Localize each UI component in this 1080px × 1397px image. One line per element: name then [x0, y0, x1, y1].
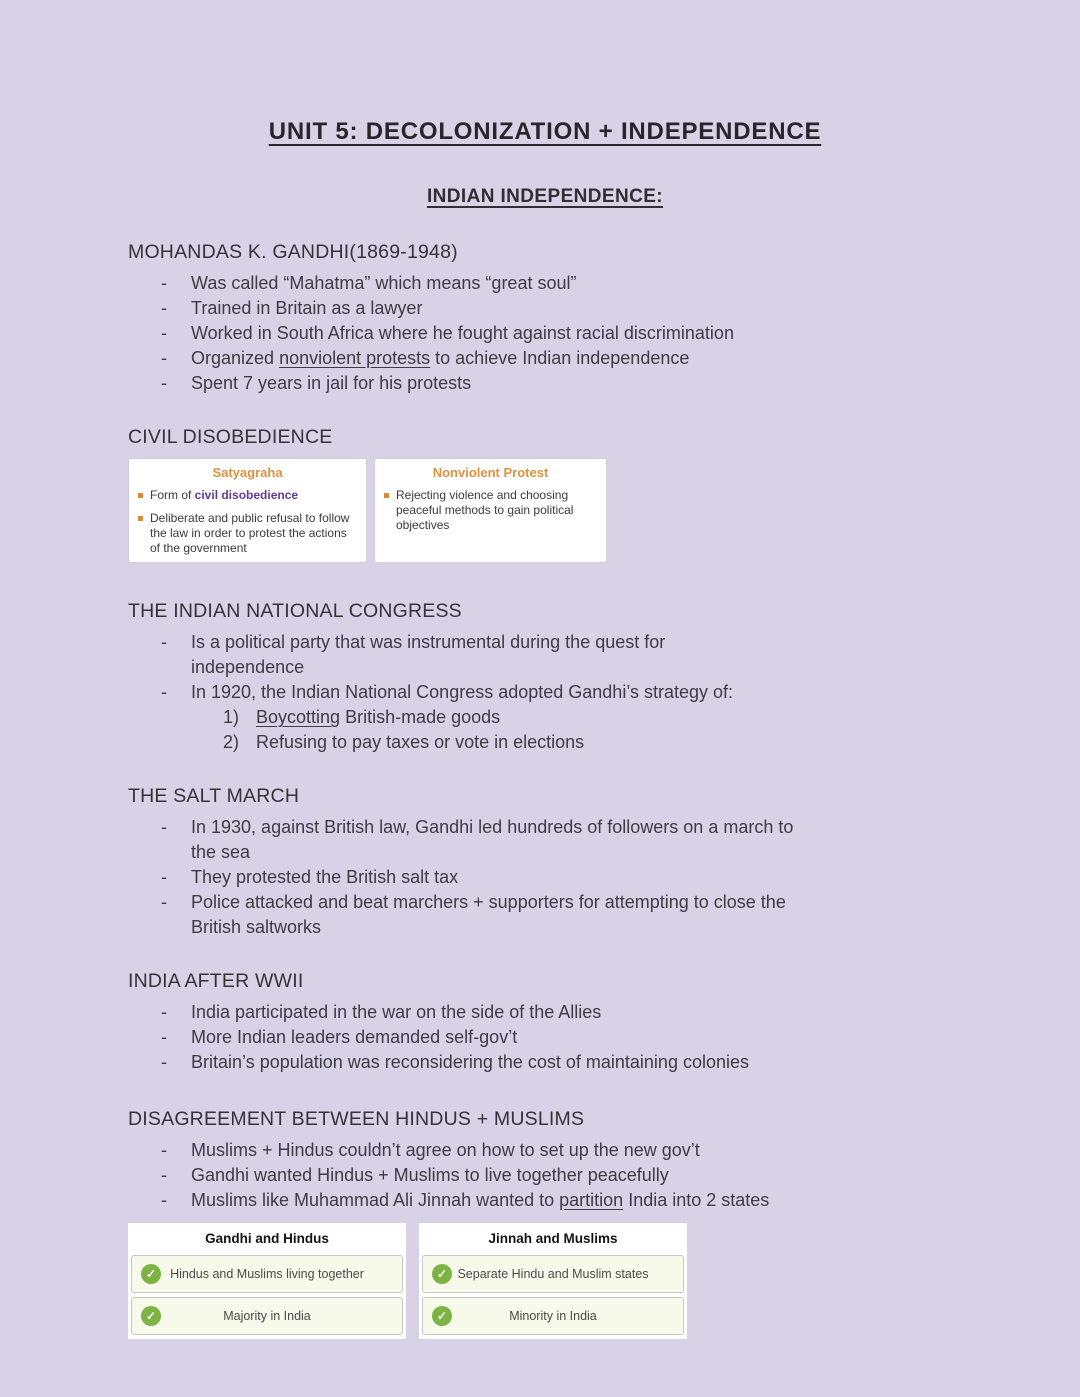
comparison-table-gandhi: [128, 1223, 406, 1339]
check-icon: ✓: [432, 1306, 452, 1326]
table-column-satyagraha: [128, 458, 367, 563]
bullet-text: [191, 890, 962, 940]
bullet-text-line: Police attacked and beat marchers + supporters for attempting to close the: [191, 892, 786, 912]
table-bullet-item: [384, 488, 597, 533]
bullet-item: [128, 321, 962, 346]
page-subtitle: [128, 186, 962, 208]
row-label: Hindus and Muslims living together: [170, 1267, 364, 1281]
bullet-text: Muslims + Hindus couldn’t agree on how to set up the new gov’t: [191, 1140, 700, 1160]
bullet-text: Britain’s population was reconsidering the cost of maintaining colonies: [191, 1052, 749, 1072]
bullet-text-line: Is a political party that was instrumental during the quest for: [191, 632, 666, 652]
bullet-dash: -: [161, 1190, 167, 1210]
table-bullet-item: [138, 511, 357, 556]
table-row: [131, 1297, 403, 1335]
bullet-dash: -: [161, 298, 167, 318]
bullet-text: Worked in South Africa where he fought against racial discrimination: [191, 323, 734, 343]
bullet-text-segment: India into 2 states: [623, 1190, 770, 1210]
comparison-tables: [128, 1223, 962, 1339]
section-salt-march: [128, 785, 962, 940]
numbered-item: [128, 730, 962, 755]
bullet-text-line: In 1930, against British law, Gandhi led hundreds of followers on a march to: [191, 817, 794, 837]
numbered-item-text: Refusing to pay taxes or vote in elections: [256, 732, 585, 752]
bullet-item: [128, 1000, 962, 1025]
item-number: 2): [223, 732, 240, 752]
bullet-item: [128, 346, 962, 371]
table-text-segment: Form of: [150, 488, 195, 502]
bullet-text: Trained in Britain as a lawyer: [191, 298, 423, 318]
bullet-item: [128, 1025, 962, 1050]
check-icon: ✓: [141, 1306, 161, 1326]
column-header: Satyagraha: [212, 465, 283, 480]
bullet-text-segment: to achieve Indian independence: [430, 348, 690, 368]
row-label: Majority in India: [223, 1309, 311, 1323]
bullet-text: They protested the British salt tax: [191, 867, 459, 887]
bullet-item: [128, 296, 962, 321]
check-icon: ✓: [432, 1264, 452, 1284]
bullet-dash: -: [161, 323, 167, 343]
section-india-after-wwii: [128, 970, 962, 1075]
bullet-dash: -: [161, 682, 167, 702]
bullet-dash: -: [161, 1140, 167, 1160]
civil-disobedience-table: [128, 458, 607, 563]
bullet-dash: -: [161, 373, 167, 393]
bullet-square-icon: [384, 493, 389, 498]
bullet-text-line: independence: [191, 657, 305, 677]
bullet-item: [128, 1188, 962, 1213]
bullet-square-icon: [138, 516, 143, 521]
table-header: Jinnah and Muslims: [488, 1231, 618, 1246]
section-heading: DISAGREEMENT BETWEEN HINDUS + MUSLIMS: [128, 1108, 585, 1130]
section-disagreement: [128, 1108, 962, 1213]
bullet-item: [128, 271, 962, 296]
page-subtitle-text: INDIAN INDEPENDENCE:: [426, 186, 664, 207]
bullet-text: [191, 815, 962, 865]
section-gandhi: [128, 241, 962, 396]
section-heading: INDIA AFTER WWII: [128, 970, 304, 992]
page-title: [128, 118, 962, 146]
page-title-text: UNIT 5: DECOLONIZATION + INDEPENDENCE: [268, 118, 822, 145]
table-text-emphasis: civil disobedience: [194, 488, 299, 502]
section-heading: CIVIL DISOBEDIENCE: [128, 426, 333, 448]
numbered-item: [128, 705, 962, 730]
bullet-text: More Indian leaders demanded self-gov’t: [191, 1027, 518, 1047]
table-row: [422, 1297, 684, 1335]
bullet-dash: -: [161, 273, 167, 293]
bullet-dash: -: [161, 1002, 167, 1022]
bullet-text: Was called “Mahatma” which means “great soul”: [191, 273, 577, 293]
section-heading: MOHANDAS K. GANDHI(1869-1948): [128, 241, 458, 263]
section-heading: THE SALT MARCH: [128, 785, 300, 807]
bullet-square-icon: [138, 493, 143, 498]
bullet-text-underlined: partition: [559, 1190, 624, 1210]
table-row: [422, 1255, 684, 1293]
bullet-item: [128, 1163, 962, 1188]
table-bullet-text: Deliberate and public refusal to follow the law in order to protest the actions of the government: [150, 511, 350, 555]
row-label: Separate Hindu and Muslim states: [457, 1267, 649, 1281]
bullet-text-line: British saltworks: [191, 917, 322, 937]
table-row: [131, 1255, 403, 1293]
table-bullet-item: [138, 488, 357, 503]
check-icon: ✓: [141, 1264, 161, 1284]
table-bullet-text: Rejecting violence and choosing peaceful methods to gain political objectives: [396, 488, 574, 532]
bullet-item: [128, 1050, 962, 1075]
section-civil-disobedience: [128, 426, 962, 563]
bullet-dash: -: [161, 1165, 167, 1185]
bullet-dash: -: [161, 632, 167, 652]
bullet-dash: -: [161, 817, 167, 837]
bullet-text: [191, 630, 962, 680]
bullet-item: [128, 1138, 962, 1163]
bullet-text-underlined: nonviolent protests: [279, 348, 431, 368]
section-indian-national-congress: [128, 600, 962, 755]
bullet-text-segment: Organized: [191, 348, 280, 368]
table-bullet-text: [150, 488, 298, 503]
bullet-dash: -: [161, 1052, 167, 1072]
bullet-text: Gandhi wanted Hindus + Muslims to live together peacefully: [191, 1165, 669, 1185]
bullet-text-segment: Muslims like Muhammad Ali Jinnah wanted to: [191, 1190, 560, 1210]
item-number: 1): [223, 707, 240, 727]
bullet-dash: -: [161, 348, 167, 368]
bullet-dash: -: [161, 867, 167, 887]
numbered-item-text: [256, 705, 962, 730]
section-heading: THE INDIAN NATIONAL CONGRESS: [128, 600, 462, 622]
bullet-text-underlined: Boycotting: [256, 707, 341, 727]
row-label: Minority in India: [509, 1309, 597, 1323]
bullet-text-segment: British-made goods: [340, 707, 501, 727]
bullet-text-line: the sea: [191, 842, 251, 862]
bullet-item: [128, 630, 962, 680]
comparison-table-jinnah: [419, 1223, 687, 1339]
bullet-text: In 1920, the Indian National Congress adopted Gandhi’s strategy of:: [191, 682, 734, 702]
bullet-text: [191, 1188, 962, 1213]
table-header: Gandhi and Hindus: [205, 1231, 329, 1246]
bullet-text: [191, 346, 962, 371]
bullet-text: India participated in the war on the side of the Allies: [191, 1002, 602, 1022]
bullet-dash: -: [161, 1027, 167, 1047]
table-column-nonviolent-protest: [374, 458, 607, 563]
bullet-dash: -: [161, 892, 167, 912]
bullet-item: [128, 890, 962, 940]
bullet-item: [128, 865, 962, 890]
column-header: Nonviolent Protest: [432, 465, 549, 480]
bullet-item: [128, 371, 962, 396]
bullet-item: [128, 680, 962, 705]
bullet-item: [128, 815, 962, 865]
bullet-text: Spent 7 years in jail for his protests: [191, 373, 472, 393]
